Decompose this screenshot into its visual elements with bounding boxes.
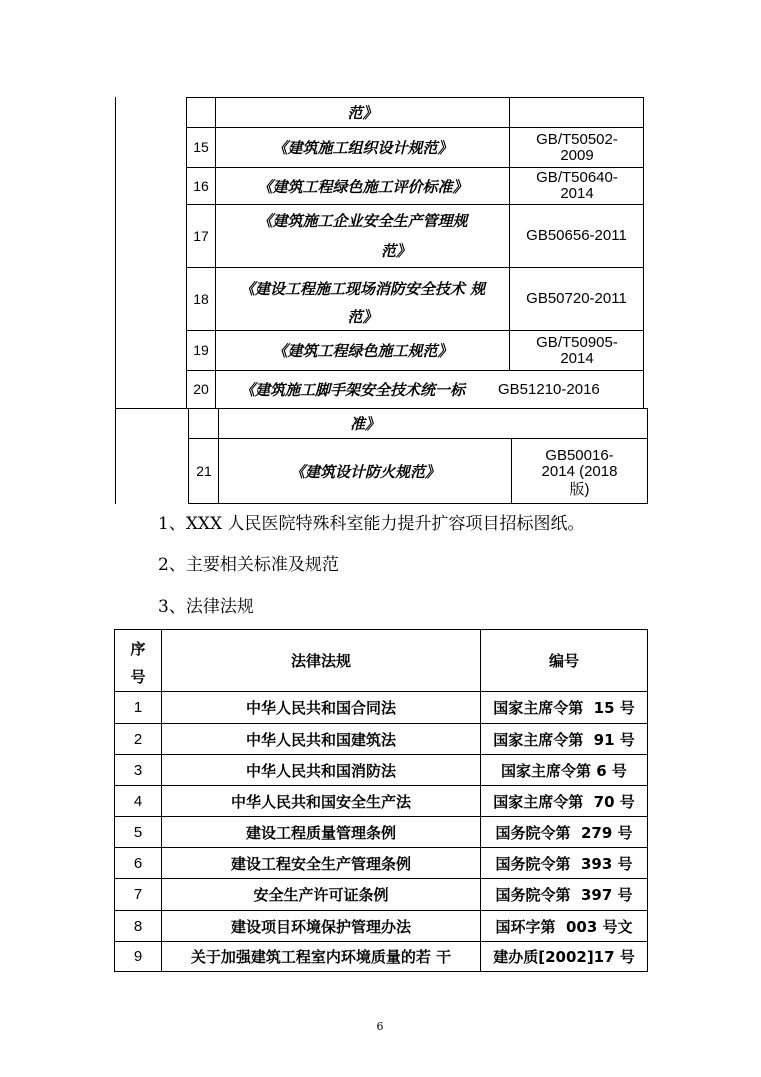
row-number: 5: [133, 823, 143, 841]
row-number: 3: [133, 761, 143, 779]
standard-name-line1: 《建筑施工企业安全生产管理规: [257, 212, 468, 230]
standard-name: 《建筑设计防火规范》: [289, 462, 440, 481]
paragraph-drawings: 1、XXX 人民医院特殊科室能力提升扩容项目招标图纸。: [158, 514, 585, 534]
paragraph-standards: 2、主要相关标准及规范: [158, 555, 339, 575]
law-name: 中华人民共和国合同法: [245, 699, 396, 717]
row-number: 9: [133, 948, 143, 965]
row-number: 2: [133, 730, 143, 748]
law-code: 建办质[2002]17 号: [493, 948, 635, 966]
row-number: 1: [133, 699, 143, 716]
row-number: 8: [133, 917, 143, 935]
law-name: 中华人民共和国消防法: [245, 761, 396, 780]
standard-code: GB50656-2011: [526, 227, 627, 244]
law-code: 国家主席令第 70 号: [493, 792, 635, 811]
law-name: 建设工程质量管理条例: [245, 823, 396, 842]
continued-standard-name: 范》: [347, 104, 378, 122]
header-code: 编号: [548, 652, 579, 670]
paragraph-laws: 3、法律法规: [158, 597, 254, 617]
standard-name-line1: 《建设工程施工现场消防安全技术 规: [239, 280, 486, 298]
continued-standard-name: 准》: [349, 415, 380, 433]
law-code: 国务院令第 393 号: [495, 854, 633, 873]
standard-code-line1: GB50016-: [545, 447, 614, 464]
standard-code: GB50720-2011: [526, 290, 627, 307]
law-code: 国务院令第 397 号: [495, 886, 633, 904]
standard-name-line2: 范》: [347, 308, 378, 326]
standard-name-line2: 范》: [380, 242, 411, 260]
law-name: 中华人民共和国建筑法: [245, 730, 396, 749]
row-number: 4: [133, 792, 143, 810]
header-number-line1: 序: [130, 640, 146, 658]
row-number: 17: [193, 227, 209, 244]
standard-code: GB/T50905-2014: [536, 333, 618, 367]
law-code: 国家主席令第 6 号: [501, 761, 627, 780]
row-number: 21: [196, 462, 212, 479]
row-number: 19: [193, 342, 209, 358]
standard-code: GB51210-2016: [498, 380, 600, 398]
row-number: 18: [193, 290, 209, 307]
standard-name: 《建筑工程绿色施工评价标准》: [257, 177, 468, 196]
law-name: 中华人民共和国安全生产法: [230, 792, 411, 811]
standard-code-line3: 版): [569, 481, 590, 498]
standard-name: 《建筑施工脚手架安全技术统一标: [240, 381, 466, 399]
row-number: 15: [193, 139, 209, 155]
page-number: 6: [376, 1020, 384, 1033]
row-number: 6: [133, 854, 143, 872]
law-name: 关于加强建筑工程室内环境质量的若 干: [190, 948, 452, 966]
standard-code: GB/T50640-2014: [536, 169, 618, 202]
row-number: 20: [193, 381, 209, 397]
row-number: 7: [133, 886, 143, 903]
law-name: 建设工程安全生产管理条例: [230, 854, 411, 873]
law-name: 安全生产许可证条例: [253, 886, 389, 904]
law-code: 国家主席令第 15 号: [493, 699, 635, 717]
header-number-line2: 号: [130, 668, 146, 686]
header-law-name: 法律法规: [290, 652, 351, 670]
standard-name: 《建筑工程绿色施工规范》: [272, 342, 453, 360]
law-code: 国务院令第 279 号: [495, 823, 633, 842]
law-name: 建设项目环境保护管理办法: [230, 917, 411, 936]
row-number: 16: [193, 177, 209, 194]
law-code: 国家主席令第 91 号: [493, 730, 635, 749]
standard-code: GB/T50502-2009: [536, 130, 618, 164]
law-code: 国环字第 003 号文: [495, 917, 633, 936]
standard-code-line2: 2014 (2018: [541, 463, 618, 480]
standard-name: 《建筑施工组织设计规范》: [272, 139, 453, 157]
